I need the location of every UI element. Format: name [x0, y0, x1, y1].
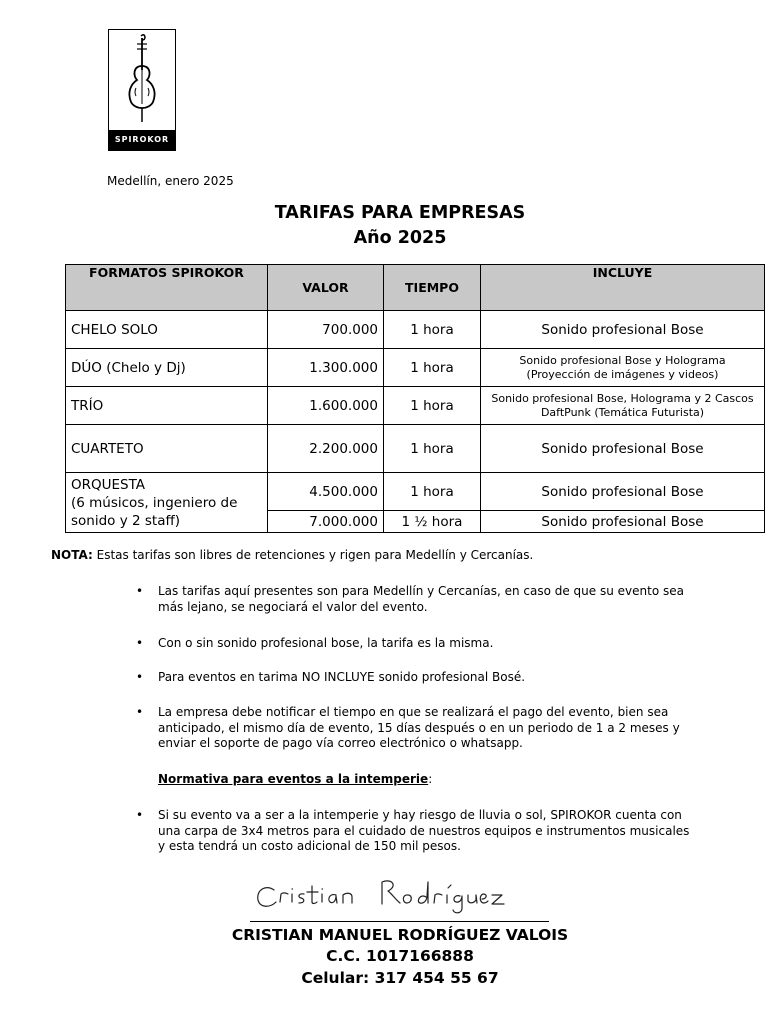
- table-header-row: [66, 265, 765, 311]
- row-time: 1 hora: [384, 473, 481, 511]
- logo-brand-text: SPIROKOR: [109, 130, 175, 150]
- table-row: [66, 473, 765, 511]
- header-time: TIEMPO: [384, 265, 481, 311]
- signer-id: C.C. 1017166888: [326, 947, 474, 965]
- row-format: CHELO SOLO: [66, 311, 268, 349]
- row-value: 1.600.000: [268, 387, 384, 425]
- page-subtitle: Año 2025: [353, 228, 447, 248]
- handwritten-signature: [250, 872, 510, 918]
- bullet-icon: •: [136, 808, 144, 822]
- table-row: [66, 425, 765, 473]
- row-time: 1 hora: [384, 349, 481, 387]
- header-format: FORMATOS SPIROKOR: [66, 265, 268, 311]
- rates-table: [65, 264, 765, 533]
- row-format-orquesta: [66, 473, 268, 533]
- bullet-icon: •: [136, 705, 144, 719]
- list-item-text: La empresa debe notificar el tiempo en que se realizará el pago del evento, bien sea anticipado, el mismo día de evento, 15 días después o en un periodo de 1 a 2 meses y enviar el soporte de pago vía correo electrónico o whatsapp.: [158, 705, 680, 750]
- list-item: [136, 670, 698, 686]
- row-value: 2.200.000: [268, 425, 384, 473]
- list-item-text: Si su evento va a ser a la intemperie y hay riesgo de lluvia o sol, SPIROKOR cuenta con una carpa de 3x4 metros para el cuidado de nuestros equipos e instrumentos musicales y esta tendrá un costo adicional de 150 mil pesos.: [158, 808, 690, 853]
- signer-phone: Celular: 317 454 55 67: [301, 969, 499, 987]
- list-item: [136, 808, 698, 855]
- document-date: Medellín, enero 2025: [107, 174, 234, 188]
- spirokor-logo: [108, 29, 176, 151]
- normativa-colon: :: [428, 772, 433, 786]
- row-format: DÚO (Chelo y Dj): [66, 349, 268, 387]
- row-time: 1 ½ hora: [384, 511, 481, 533]
- list-item: [136, 584, 698, 615]
- row-value: 7.000.000: [268, 511, 384, 533]
- row-includes: Sonido profesional Bose: [481, 425, 765, 473]
- row-time: 1 hora: [384, 425, 481, 473]
- row-includes: Sonido profesional Bose: [481, 511, 765, 533]
- row-includes: Sonido profesional Bose, Holograma y 2 Cascos DaftPunk (Temática Futurista): [481, 387, 765, 425]
- table-row: [66, 349, 765, 387]
- orquesta-label: ORQUESTA: [71, 476, 146, 493]
- orquesta-detail: (6 músicos, ingeniero de sonido y 2 staff): [71, 494, 238, 529]
- row-value: 4.500.000: [268, 473, 384, 511]
- header-value: VALOR: [268, 265, 384, 311]
- row-format: CUARTETO: [66, 425, 268, 473]
- row-includes: Sonido profesional Bose: [481, 311, 765, 349]
- nota-label: NOTA:: [51, 548, 93, 562]
- row-format: TRÍO: [66, 387, 268, 425]
- normativa-heading: [158, 772, 432, 786]
- table-row: [66, 311, 765, 349]
- signature-line: [250, 921, 549, 922]
- list-item-text: Para eventos en tarima NO INCLUYE sonido profesional Bosé.: [158, 670, 526, 684]
- row-value: 1.300.000: [268, 349, 384, 387]
- row-time: 1 hora: [384, 387, 481, 425]
- row-value: 700.000: [268, 311, 384, 349]
- normativa-title: Normativa para eventos a la intemperie: [158, 772, 429, 786]
- bullet-icon: •: [136, 584, 144, 598]
- row-includes: Sonido profesional Bose y Holograma (Proyección de imágenes y videos): [481, 349, 765, 387]
- list-item: [136, 705, 698, 752]
- header-includes: INCLUYE: [481, 265, 765, 311]
- table-row: [66, 387, 765, 425]
- bullet-icon: •: [136, 670, 144, 684]
- nota-text: Estas tarifas son libres de retenciones y rigen para Medellín y Cercanías.: [92, 548, 534, 562]
- bullet-icon: •: [136, 636, 144, 650]
- cello-icon: [109, 30, 175, 130]
- row-includes: Sonido profesional Bose: [481, 473, 765, 511]
- signer-name: CRISTIAN MANUEL RODRÍGUEZ VALOIS: [231, 926, 569, 944]
- list-item-text: Las tarifas aquí presentes son para Medellín y Cercanías, en caso de que su evento sea más lejano, se negociará el valor del evento.: [158, 584, 684, 614]
- list-item: [136, 636, 698, 652]
- row-time: 1 hora: [384, 311, 481, 349]
- list-item-text: Con o sin sonido profesional bose, la tarifa es la misma.: [158, 636, 494, 650]
- nota-paragraph: [51, 548, 533, 562]
- page-title: TARIFAS PARA EMPRESAS: [274, 203, 526, 223]
